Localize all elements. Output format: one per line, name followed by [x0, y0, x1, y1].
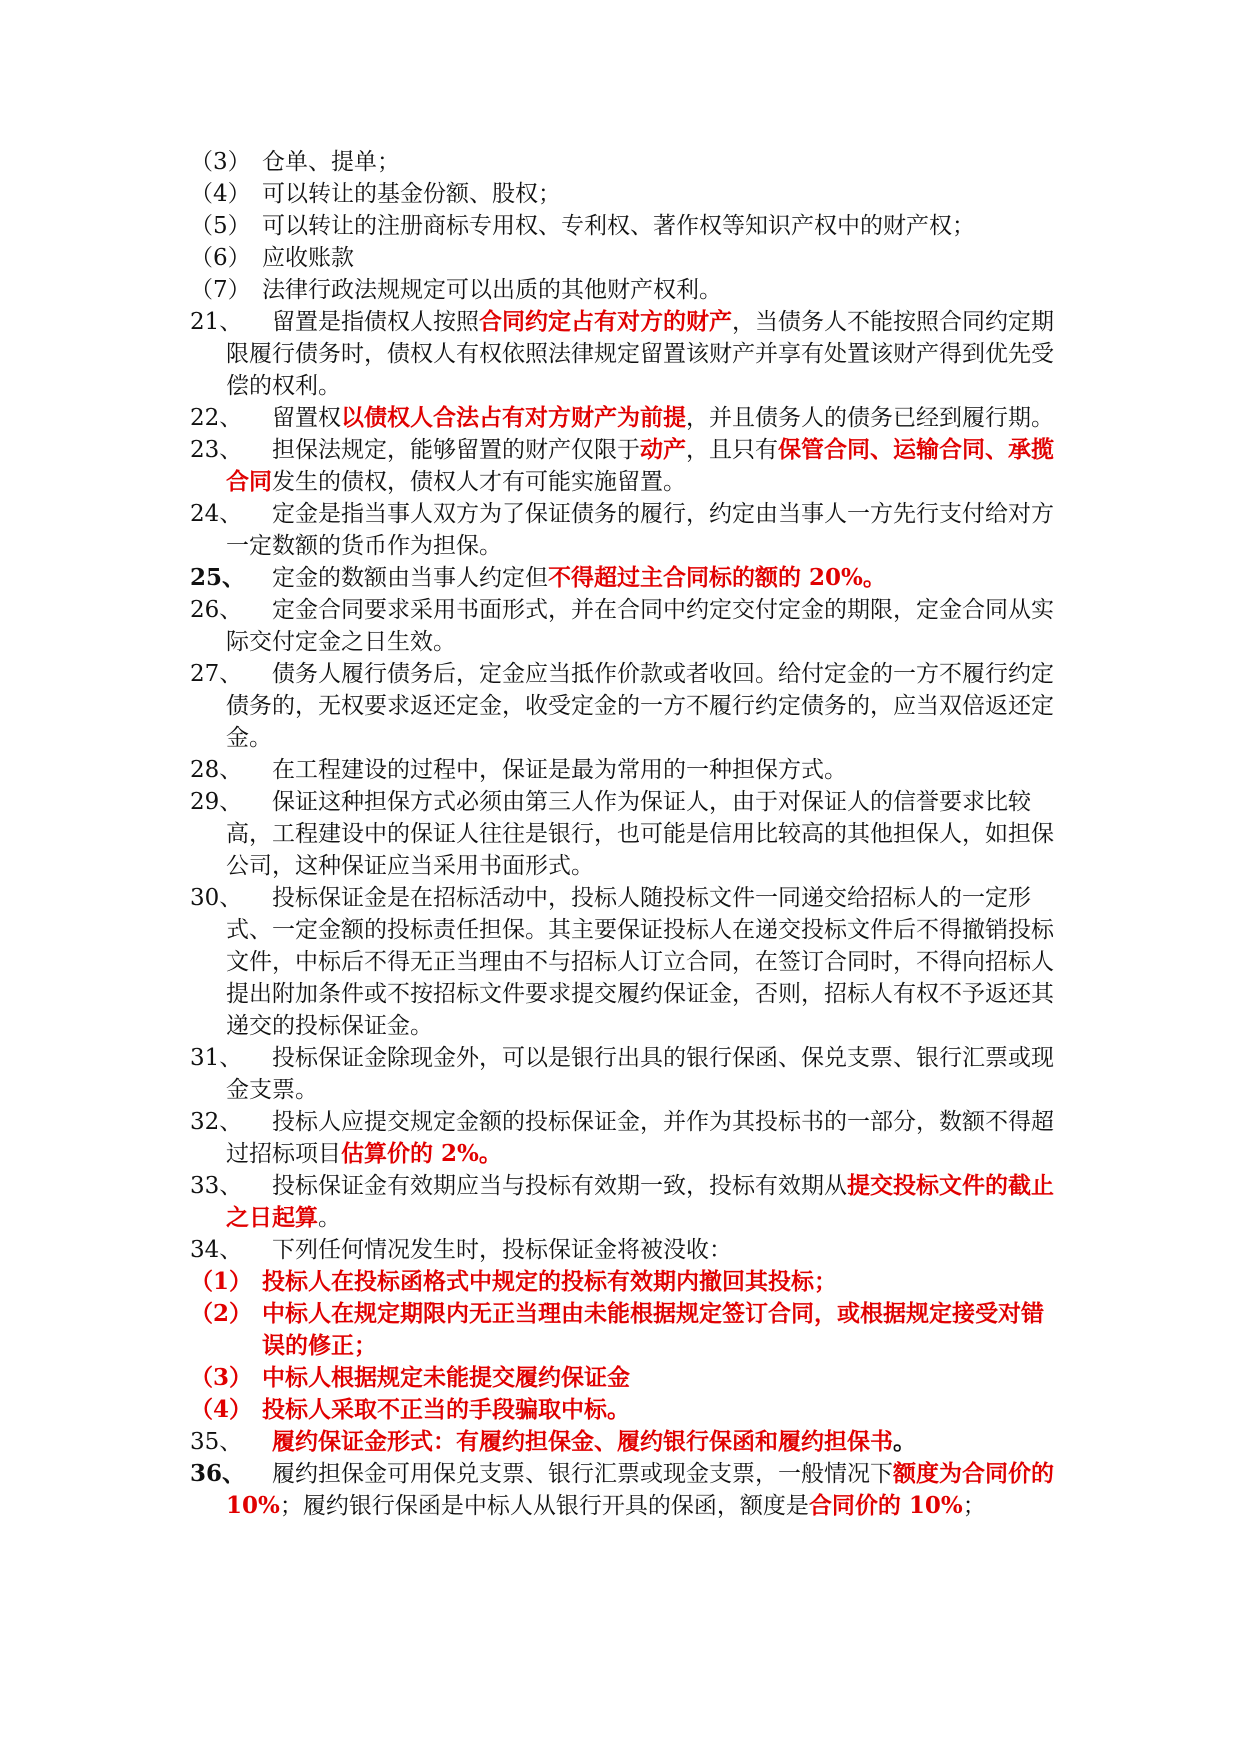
item-number: （3）: [190, 149, 251, 175]
numbered-item-26: [190, 594, 1060, 658]
item-number: （5）: [190, 213, 251, 239]
item-text: [226, 434, 1060, 498]
item-text: [226, 1106, 1060, 1170]
text-run: ，且只有: [686, 437, 778, 463]
highlight-text: 保管合同、运输合同、承揽合同: [226, 436, 1054, 495]
numbered-item-35: [190, 1426, 1060, 1458]
list-item: [190, 1266, 1060, 1298]
list-item: [190, 242, 1060, 274]
item-text: [226, 1170, 1060, 1234]
numbered-item-29: [190, 786, 1060, 882]
item-text: 投标保证金除现金外，可以是银行出具的银行保函、保兑支票、银行汇票或现金支票。: [226, 1045, 1054, 1103]
numbered-item-31: [190, 1042, 1060, 1106]
text-run: ，并且债务人的债务已经到履行期。: [686, 405, 1054, 431]
item-number: 36、: [190, 1460, 246, 1487]
item-text: 投标人在投标函格式中规定的投标有效期内撤回其投标；: [262, 1268, 837, 1295]
text-run: 留置是指债权人按照: [272, 309, 479, 335]
item-number: 28、: [190, 757, 243, 783]
highlight-text: 合同约定占有对方的财产: [479, 308, 732, 335]
numbered-item-34: [190, 1234, 1060, 1266]
item-number: （2）: [190, 1300, 253, 1327]
highlight-text: 提交投标文件的截止之日起算: [226, 1172, 1054, 1231]
text-run: 担保法规定，能够留置的财产仅限于: [272, 437, 640, 463]
highlight-text: 以债权人合法占有对方财产为前提: [341, 404, 686, 431]
highlight-text: 估算价的 2%。: [341, 1140, 502, 1167]
item-number: 31、: [190, 1045, 243, 1071]
item-number: （4）: [190, 1396, 253, 1423]
numbered-item-23: [190, 434, 1060, 498]
item-number: 26、: [190, 597, 243, 623]
numbered-item-33: [190, 1170, 1060, 1234]
item-text: 在工程建设的过程中，保证是最为常用的一种担保方式。: [272, 757, 847, 783]
item-text: 可以转让的注册商标专用权、专利权、著作权等知识产权中的财产权；: [262, 213, 975, 239]
highlight-text: 动产: [640, 436, 686, 463]
item-text: 投标保证金是在招标活动中，投标人随投标文件一同递交给招标人的一定形式、一定金额的投标责任担保。其主要保证投标人在递交投标文件后不得撤销投标文件，中标后不得无正当理由不与招标人订立合同，在签订合同时，不得向招标人提出附加条件或不按招标文件要求提交履约保证金，否则，招标人有权不予返还其递交的投标保证金。: [226, 885, 1054, 1039]
item-number: （6）: [190, 245, 251, 271]
numbered-item-28: [190, 754, 1060, 786]
item-text: 应收账款: [262, 245, 354, 271]
item-text: 下列任何情况发生时，投标保证金将被没收：: [272, 1237, 732, 1263]
text-run: 留置权: [272, 405, 341, 431]
item-number: 29、: [190, 789, 243, 815]
item-text: 保证这种担保方式必须由第三人作为保证人，由于对保证人的信誉要求比较高，工程建设中的保证人往往是银行，也可能是信用比较高的其他担保人，如担保公司，这种保证应当采用书面形式。: [226, 789, 1054, 879]
numbered-item-27: [190, 658, 1060, 754]
item-text: 法律行政法规规定可以出质的其他财产权利。: [262, 277, 722, 303]
item-text: 投标人采取不正当的手段骗取中标。: [262, 1396, 630, 1423]
item-text: 可以转让的基金份额、股权；: [262, 181, 561, 207]
item-number: 32、: [190, 1109, 243, 1135]
text-run: 投标人应提交规定金额的投标保证金，并作为其投标书的一部分，数额不得超过招标项目: [226, 1109, 1054, 1167]
item-number: 25、: [190, 564, 246, 591]
list-item: [190, 1362, 1060, 1394]
item-number: 22、: [190, 405, 243, 431]
text-run: 发生的债权，债权人才有可能实施留置。: [272, 469, 686, 495]
highlight-text: 不得超过主合同标的额的 20%。: [548, 564, 886, 591]
numbered-item-24: [190, 498, 1060, 562]
list-item: [190, 1298, 1060, 1362]
item-text: [226, 562, 1060, 594]
item-text: 定金合同要求采用书面形式，并在合同中约定交付定金的期限，定金合同从实际交付定金之日生效。: [226, 597, 1054, 655]
item-number: 24、: [190, 501, 243, 527]
numbered-item-25: [190, 562, 1060, 594]
highlight-text: 合同价的 10%: [808, 1492, 963, 1519]
text-run: ；: [962, 1493, 986, 1519]
list-item: [190, 1394, 1060, 1426]
item-number: 23、: [190, 437, 243, 463]
item-text: 中标人在规定期限内无正当理由未能根据规定签订合同，或根据规定接受对错误的修正；: [262, 1300, 1044, 1359]
numbered-item-36: [190, 1458, 1060, 1522]
highlight-text: 履约保证金形式：有履约担保金、履约银行保函和履约担保书: [272, 1428, 893, 1455]
item-text: 仓单、提单；: [262, 149, 400, 175]
item-number: 35、: [190, 1429, 243, 1455]
numbered-item-30: [190, 882, 1060, 1042]
list-item: [190, 274, 1060, 306]
item-number: 21、: [190, 309, 243, 335]
numbered-item-21: [190, 306, 1060, 402]
list-item: [190, 178, 1060, 210]
item-text: [226, 1458, 1060, 1522]
text-run: 履约担保金可用保兑支票、银行汇票或现金支票，一般情况下: [272, 1461, 893, 1487]
list-item: [190, 146, 1060, 178]
text-run: 投标保证金有效期应当与投标有效期一致，投标有效期从: [272, 1173, 847, 1199]
numbered-item-32: [190, 1106, 1060, 1170]
item-number: 30、: [190, 885, 243, 911]
item-number: （3）: [190, 1364, 253, 1391]
item-text: [226, 402, 1060, 434]
text-run: 。: [318, 1205, 341, 1231]
item-number: （1）: [190, 1268, 253, 1295]
item-number: 34、: [190, 1237, 243, 1263]
text-run: 定金的数额由当事人约定但: [272, 565, 548, 591]
text-run: 。: [893, 1428, 916, 1455]
item-text: [226, 306, 1060, 402]
text-run: ；履约银行保函是中标人从银行开具的保函，额度是: [279, 1493, 809, 1519]
document-body: [190, 146, 1060, 1522]
item-number: （4）: [190, 181, 251, 207]
item-number: 33、: [190, 1173, 243, 1199]
item-text: 中标人根据规定未能提交履约保证金: [262, 1364, 630, 1391]
list-item: [190, 210, 1060, 242]
item-text: 债务人履行债务后，定金应当抵作价款或者收回。给付定金的一方不履行约定债务的，无权要求返还定金，收受定金的一方不履行约定债务的，应当双倍返还定金。: [226, 661, 1054, 751]
highlight-text: 额度为合同价的 10%: [226, 1460, 1054, 1519]
item-text: [226, 1426, 1060, 1458]
item-number: 27、: [190, 661, 243, 687]
item-number: （7）: [190, 277, 251, 303]
numbered-item-22: [190, 402, 1060, 434]
item-text: 定金是指当事人双方为了保证债务的履行，约定由当事人一方先行支付给对方一定数额的货币作为担保。: [226, 501, 1054, 559]
text-run: ，当债务人不能按照合同约定期限履行债务时，债权人有权依照法律规定留置该财产并享有处置该财产得到优先受偿的权利。: [226, 309, 1054, 399]
